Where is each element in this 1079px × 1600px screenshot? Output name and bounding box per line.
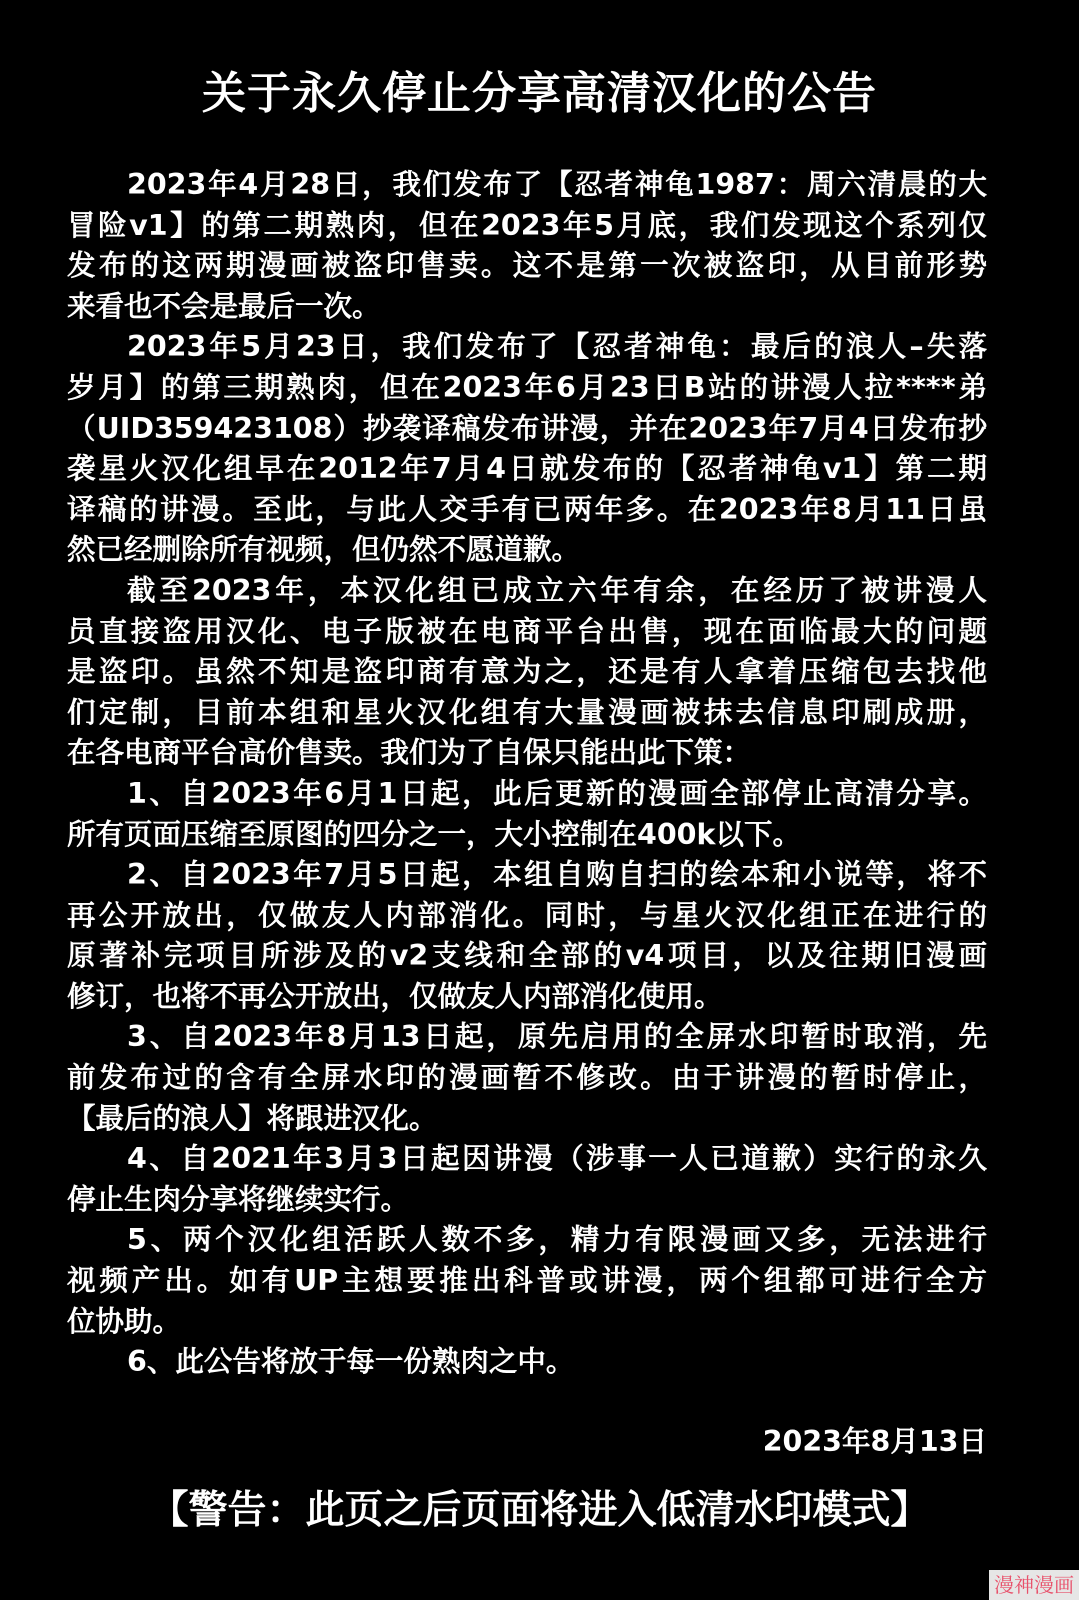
- text-line: 停止生肉分享将继续实行。: [67, 1182, 410, 1216]
- text-line: 修订，也将不再公开放出，仅做友人内部消化使用。: [67, 979, 723, 1013]
- text-line: 原著补完项目所涉及的v2支线和全部的v4项目，以及往期旧漫画: [67, 939, 987, 973]
- text-line: 2023年5月23日，我们发布了【忍者神龟：最后的浪人–失落: [127, 330, 987, 364]
- text-line: 冒险v1】的第二期熟肉，但在2023年5月底，我们发现这个系列仅: [67, 208, 987, 242]
- text-line: 译稿的讲漫。至此，与此人交手有已两年多。在2023年8月11日虽: [67, 492, 987, 526]
- text-line: 4、自2021年3月3日起因讲漫（涉事一人已道歉）实行的永久: [127, 1142, 987, 1176]
- text-line: 2023年4月28日，我们发布了【忍者神龟1987：周六清晨的大: [127, 168, 987, 201]
- text-line: 来看也不会是最后一次。: [67, 289, 381, 323]
- text-line: 然已经删除所有视频，但仍然不愿道歉。: [67, 533, 581, 567]
- text-line: 是盗印。虽然不知是盗印商有意为之，还是有人拿着压缩包去找他: [67, 655, 987, 689]
- watermark-logo: 漫神漫画: [989, 1570, 1079, 1600]
- text-line: 截至2023年，本汉化组已成立六年有余，在经历了被讲漫人: [127, 573, 987, 607]
- text-line: 【最后的浪人】将跟进汉化。: [67, 1101, 438, 1135]
- text-line: 员直接盗用汉化、电子版被在电商平台出售，现在面临最大的问题: [67, 614, 987, 648]
- text-line: 视频产出。如有UP主想要推出科普或讲漫，两个组都可进行全方: [67, 1264, 987, 1298]
- notice-body: [67, 165, 987, 1383]
- text-line: 发布的这两期漫画被盗印售卖。这不是第一次被盗印，从目前形势: [67, 249, 987, 283]
- text-line: 袭星火汉化组早在2012年7月4日就发布的【忍者神龟v1】第二期: [67, 452, 987, 486]
- text-line: 6、此公告将放于每一份熟肉之中。: [127, 1345, 575, 1379]
- text-line: 位协助。: [67, 1304, 182, 1338]
- text-line: 再公开放出，仅做友人内部消化。同时，与星火汉化组正在进行的: [67, 898, 987, 932]
- text-line: 岁月】的第三期熟肉，但在2023年6月23日B站的讲漫人拉****弟: [67, 370, 987, 404]
- text-line: 在各电商平台高价售卖。我们为了自保只能出此下策：: [67, 736, 752, 770]
- text-line: 2、自2023年7月5日起，本组自购自扫的绘本和小说等，将不: [127, 858, 987, 892]
- text-line: 5、两个汉化组活跃人数不多，精力有限漫画又多，无法进行: [127, 1223, 987, 1257]
- text-line: 前发布过的含有全屏水印的漫画暂不修改。由于讲漫的暂时停止，: [67, 1061, 987, 1095]
- text-line: 们定制，目前本组和星火汉化组有大量漫画被抹去信息印刷成册，: [67, 695, 987, 729]
- notice-title: 关于永久停止分享高清汉化的公告: [202, 68, 877, 119]
- text-line: （UID359423108）抄袭译稿发布讲漫，并在2023年7月4日发布抄: [67, 411, 987, 445]
- text-line: 1、自2023年6月1日起，此后更新的漫画全部停止高清分享。: [127, 776, 987, 810]
- warning-text: 【警告：此页之后页面将进入低清水印模式】: [149, 1488, 930, 1533]
- text-line: 所有页面压缩至原图的四分之一，大小控制在400k以下。: [67, 817, 801, 851]
- text-line: 3、自2023年8月13日起，原先启用的全屏水印暂时取消，先: [127, 1020, 987, 1054]
- notice-date: 2023年8月13日: [762, 1425, 987, 1458]
